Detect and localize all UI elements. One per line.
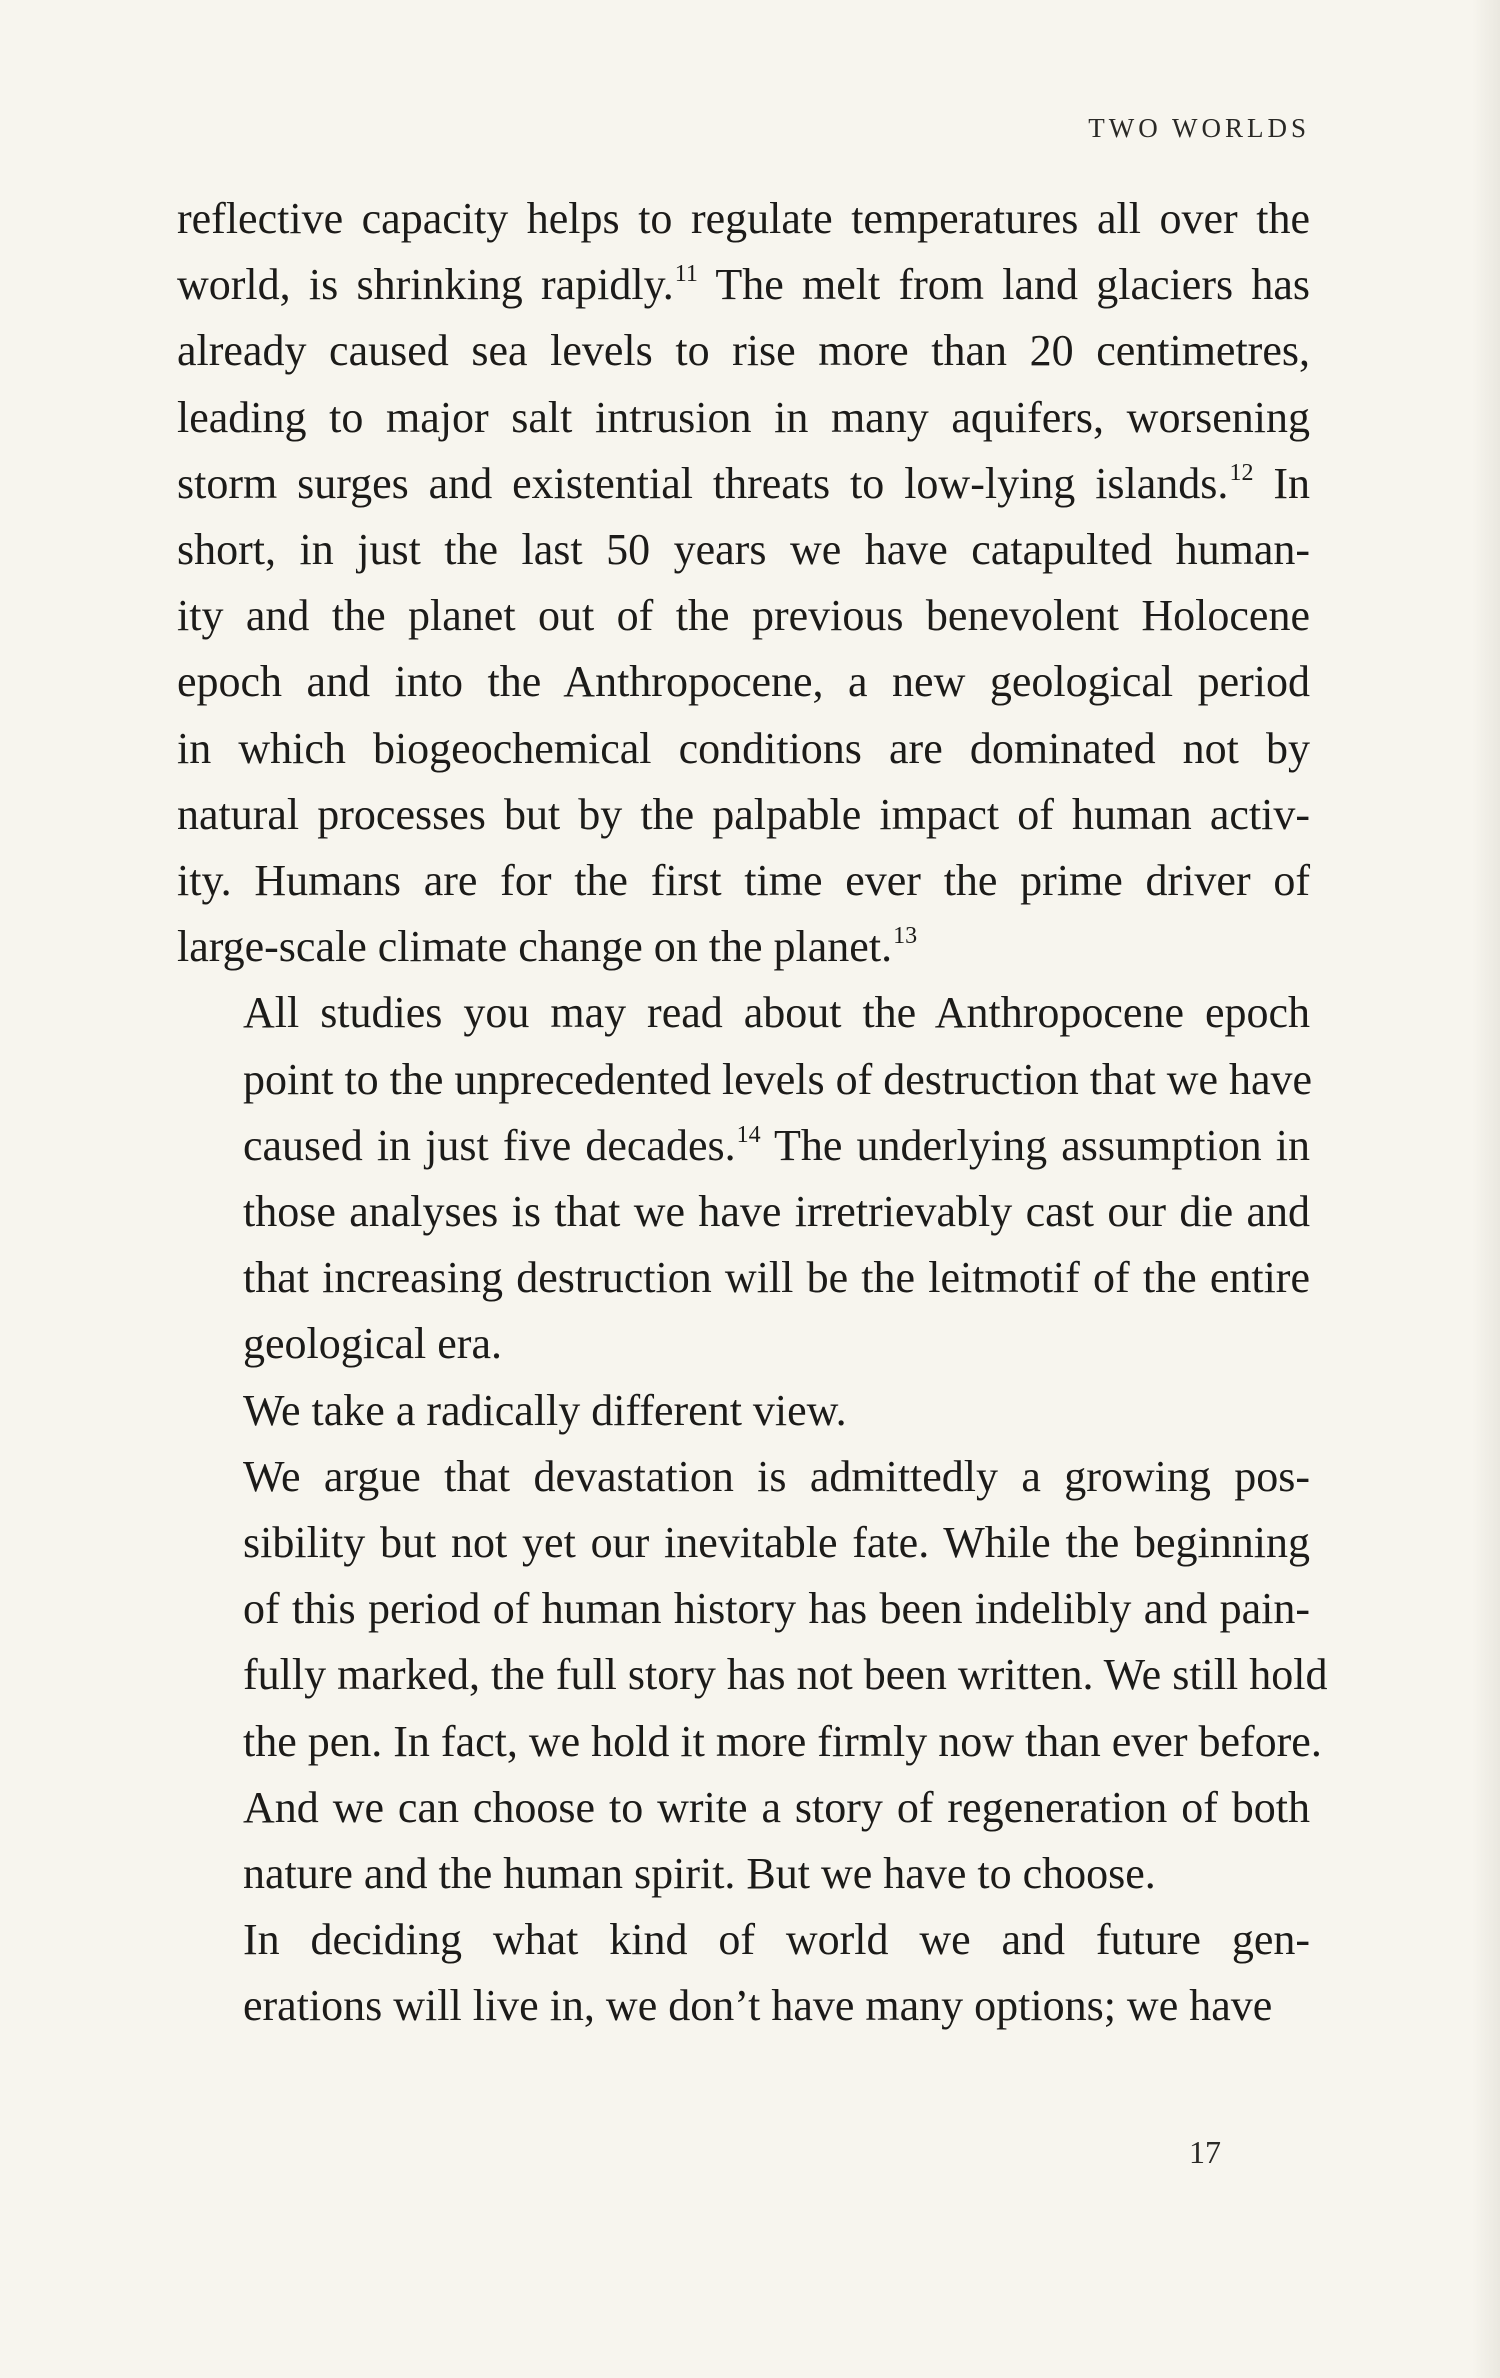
text-line: natural processes but by the palpable impact of human activ- [177, 789, 1310, 839]
text-line: nature and the human spirit. But we have to choose. [243, 1849, 1156, 1899]
text-line: epoch and into the Anthropocene, a new geological period [177, 657, 1310, 707]
text-line: large-scale climate change on the planet.$^{13}$ [177, 922, 918, 972]
paragraph [177, 1444, 1328, 1907]
text-line: sibility but not yet our inevitable fate. While the beginning [243, 1518, 1310, 1568]
paragraph [177, 1378, 1310, 1444]
text-line: erations will live in, we don’t have many options; we have [243, 1981, 1273, 2031]
page-number: 17 [1189, 2134, 1221, 2170]
footnote-ref: 13 [893, 923, 918, 950]
body-text [177, 186, 1328, 2040]
text-line: We take a radically different view. [243, 1385, 847, 1435]
text-line: ity and the planet out of the previous benevolent Holocene [177, 591, 1310, 641]
text-line: storm surges and existential threats to low-lying islands.$^{12}$ In [177, 458, 1310, 508]
text-line: fully marked, the full story has not been written. We still hold [243, 1650, 1328, 1700]
text-line: reflective capacity helps to regulate temperatures all over the [177, 194, 1310, 243]
footnote-ref: 12 [1229, 459, 1254, 486]
text-line: In deciding what kind of world we and future gen- [243, 1915, 1310, 1965]
text-line: We argue that devastation is admittedly a growing pos- [243, 1451, 1310, 1501]
text-line: point to the unprecedented levels of destruction that we have [243, 1054, 1313, 1104]
text-line: geological era. [243, 1319, 502, 1369]
text-line: in which biogeochemical conditions are dominated not by [177, 723, 1310, 773]
footnote-ref: 14 [736, 1121, 761, 1148]
page-edge-shadow [1472, 0, 1500, 2378]
paragraph [177, 980, 1313, 1377]
paragraph [177, 1907, 1310, 2039]
text-line: that increasing destruction will be the leitmotif of the entire [243, 1253, 1310, 1303]
text-line: caused in just five decades.$^{14}$ The underlying assumption in [243, 1120, 1311, 1170]
footnote-ref: 11 [674, 261, 698, 288]
text-line: short, in just the last 50 years we have catapulted human- [177, 525, 1310, 575]
text-line: world, is shrinking rapidly.$^{11}$ The melt from land glaciers has [177, 260, 1311, 310]
text-line: ity. Humans are for the first time ever the prime driver of [177, 856, 1310, 906]
text-line: of this period of human history has been indelibly and pain- [243, 1584, 1310, 1634]
text-line: those analyses is that we have irretrievably cast our die and [243, 1187, 1310, 1237]
paragraph [177, 186, 1310, 980]
text-line: the pen. In fact, we hold it more firmly now than ever before. [243, 1716, 1322, 1766]
text-line: already caused sea levels to rise more than 20 centimetres, [177, 326, 1310, 376]
text-line: And we can choose to write a story of regeneration of both [243, 1782, 1310, 1832]
text-line: All studies you may read about the Anthropocene epoch [243, 988, 1310, 1038]
running-head: TWO WORLDS [1088, 113, 1310, 143]
text-line: leading to major salt intrusion in many aquifers, worsening [177, 392, 1310, 442]
